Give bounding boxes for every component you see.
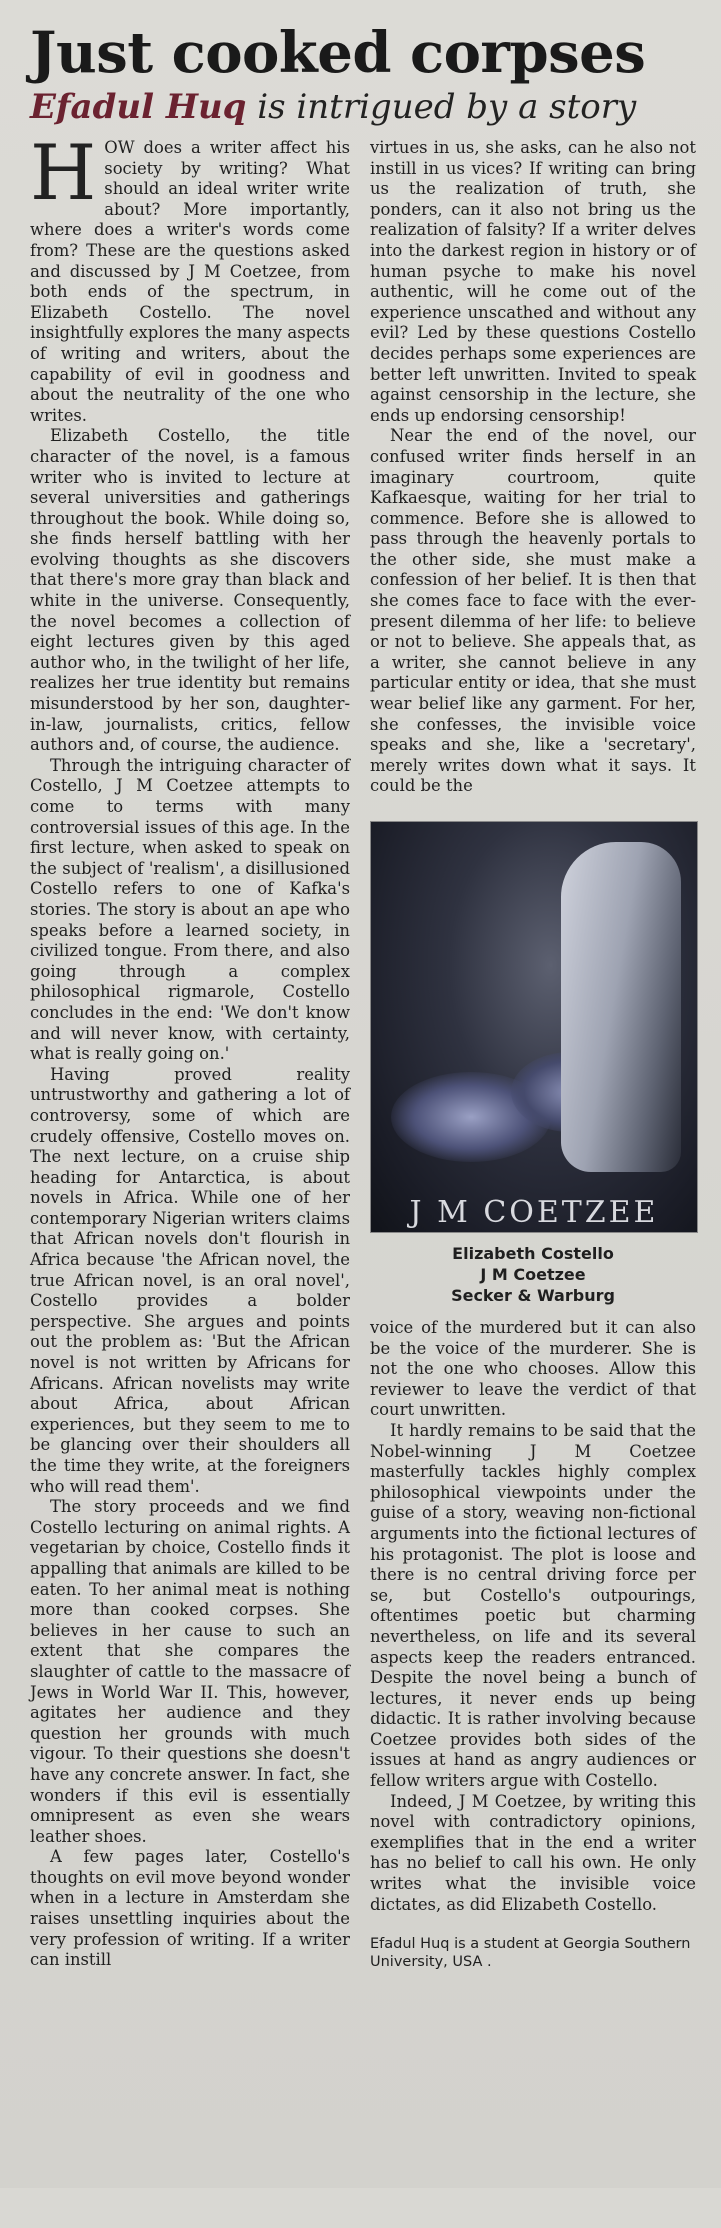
paragraph-8: Near the end of the novel, our confused writer finds herself in an imaginary courtroom, quite Kafkaesque, waiting for her trial to commence. Before she is allowed to pass through the heavenly portals to the other side, she must make a confession of her belief. It is then that she comes face to face with the ever-present dilemma of her life: to believe or not to believe. She appeals that, as a writer, she cannot believe in any particular entity or idea, that she must wear belief like any garment. For her, she confesses, the invisible voice speaks and she, like a 'secretary', merely writes down what it says. It could be the bbox=[370, 426, 696, 796]
left-column bbox=[30, 128, 350, 1971]
paragraph-1 bbox=[30, 128, 350, 426]
subhead-author: Efadul Huq bbox=[30, 87, 247, 127]
paragraph-5: The story proceeds and we find Costello lecturing on animal rights. A vegetarian by choice, Costello finds it appalling that animals are killed to be eaten. To her animal meat is nothing more than cooked corpses. She believes in her cause to such an extent that she compares the slaughter of cattle to the massacre of Jews in World War II. This, however, agitates her audience and they question her grounds with much vigour. To their questions she doesn't have any concrete answer. In fact, she wonders if this evil is essentially omnipresent as even she wears leather shoes. bbox=[30, 1497, 350, 1846]
book-caption bbox=[370, 1243, 696, 1306]
caption-publisher: Secker & Warburg bbox=[451, 1286, 615, 1305]
paragraph-9: voice of the murdered but it can also be the voice of the murderer. She is not the one who chooses. Allow this reviewer to leave the verdict of that court unwritten. bbox=[370, 1318, 696, 1420]
subhead-text: is intrigued by a story bbox=[257, 87, 637, 127]
drop-cap: H bbox=[30, 128, 97, 217]
cover-author-name: J M COETZEE bbox=[409, 1195, 659, 1231]
subheadline bbox=[30, 86, 691, 128]
right-column bbox=[370, 138, 696, 1971]
paragraph-7: virtues in us, she asks, can he also not instill in us vices? If writing can bring us the realization of truth, she ponders, can it also not bring us the realization of falsity? If a writer delves into the darkest region in history or of human psyche to make his novel authentic, will he come out of the experience unscathed and without any evil? Led by these questions Costello decides perhaps some experiences are better left unwritten. Invited to speak against censorship in the lecture, she ends up endorsing censorship! bbox=[370, 138, 696, 425]
paragraph-10: It hardly remains to be said that the Nobel-winning J M Coetzee masterfully tackles highly complex philosophical viewpoints under the guise of a story, weaving non-fictional arguments into the fictional lectures of his protagonist. The plot is loose and there is no central driving force per se, but Costello's outpourings, oftentimes poetic but charming nevertheless, on life and its several aspects keep the readers entranced. Despite the novel being a bunch of lectures, it never ends up being didactic. It is rather involving because Coetzee provides both sides of the issues at hand as angry audiences or fellow writers argue with Costello. bbox=[370, 1420, 696, 1791]
caption-author: J M Coetzee bbox=[480, 1265, 586, 1284]
paragraph-6: A few pages later, Costello's thoughts on evil move beyond wonder when in a lecture in Amsterdam she raises unsettling inquiries about the very profession of writing. If a writer can instill bbox=[30, 1847, 350, 1970]
caption-title: Elizabeth Costello bbox=[452, 1244, 614, 1263]
article-columns bbox=[30, 128, 696, 2228]
paragraph-11: Indeed, J M Coetzee, by writing this novel with contradictory opinions, exemplifies that in the end a writer has no belief to call his own. He only writes what the invisible voice dictates, as did Elizabeth Costello. bbox=[370, 1791, 696, 1914]
paragraph-1-text: OW does a writer affect his society by writing? What should an ideal writer write about? More importantly, where does a writer's words come from? These are the questions asked and discussed by J M Coetzee, from both ends of the spectrum, in Elizabeth Costello. The novel insightfully explores the many aspects of writing and writers, about the capability of evil in goodness and about the neutrality of the one who writes. bbox=[30, 138, 350, 425]
cover-statue bbox=[561, 842, 681, 1172]
author-byline: Efadul Huq is a student at Georgia Southern University, USA . bbox=[370, 1936, 691, 1971]
headline: Just cooked corpses bbox=[30, 20, 646, 86]
paragraph-3: Through the intriguing character of Costello, J M Coetzee attempts to come to terms with many controversial issues of this age. In the first lecture, when asked to speak on the subject of 'realism', a disillusioned Costello refers to one of Kafka's stories. The story is about an ape who speaks before a learned society, in civilized tongue. From there, and also going through a complex philosophical rigmarole, Costello concludes in the end: 'We don't know and will never know, with certainty, what is really going on.' bbox=[30, 755, 350, 1064]
book-cover-image bbox=[370, 821, 698, 1233]
paragraph-4: Having proved reality untrustworthy and gathering a lot of controversy, some of which are crudely offensive, Costello moves on. The next lecture, on a cruise ship heading for Antarctica, is about novels in Africa. While one of her contemporary Nigerian writers claims that African novels don't flourish in Africa because 'the African novel, the true African novel, is an oral novel', Costello provides a bolder perspective. She argues and points out the problem as: 'But the African novel is not written by Africans for Africans. African novelists may write about Africa, about African experiences, but they seem to me to be glancing over their shoulders all the time they write, at the foreigners who will read them'. bbox=[30, 1064, 350, 1496]
paragraph-2: Elizabeth Costello, the title character of the novel, is a famous writer who is invited to lecture at several universities and gatherings throughout the book. While doing so, she finds herself battling with her evolving thoughts as she discovers that there's more gray than black and white in the universe. Consequently, the novel becomes a collection of eight lectures given by this aged author who, in the twilight of her life, realizes her true identity but remains misunderstood by her son, daughter-in-law, journalists, critics, fellow authors and, of course, the audience. bbox=[30, 426, 350, 755]
